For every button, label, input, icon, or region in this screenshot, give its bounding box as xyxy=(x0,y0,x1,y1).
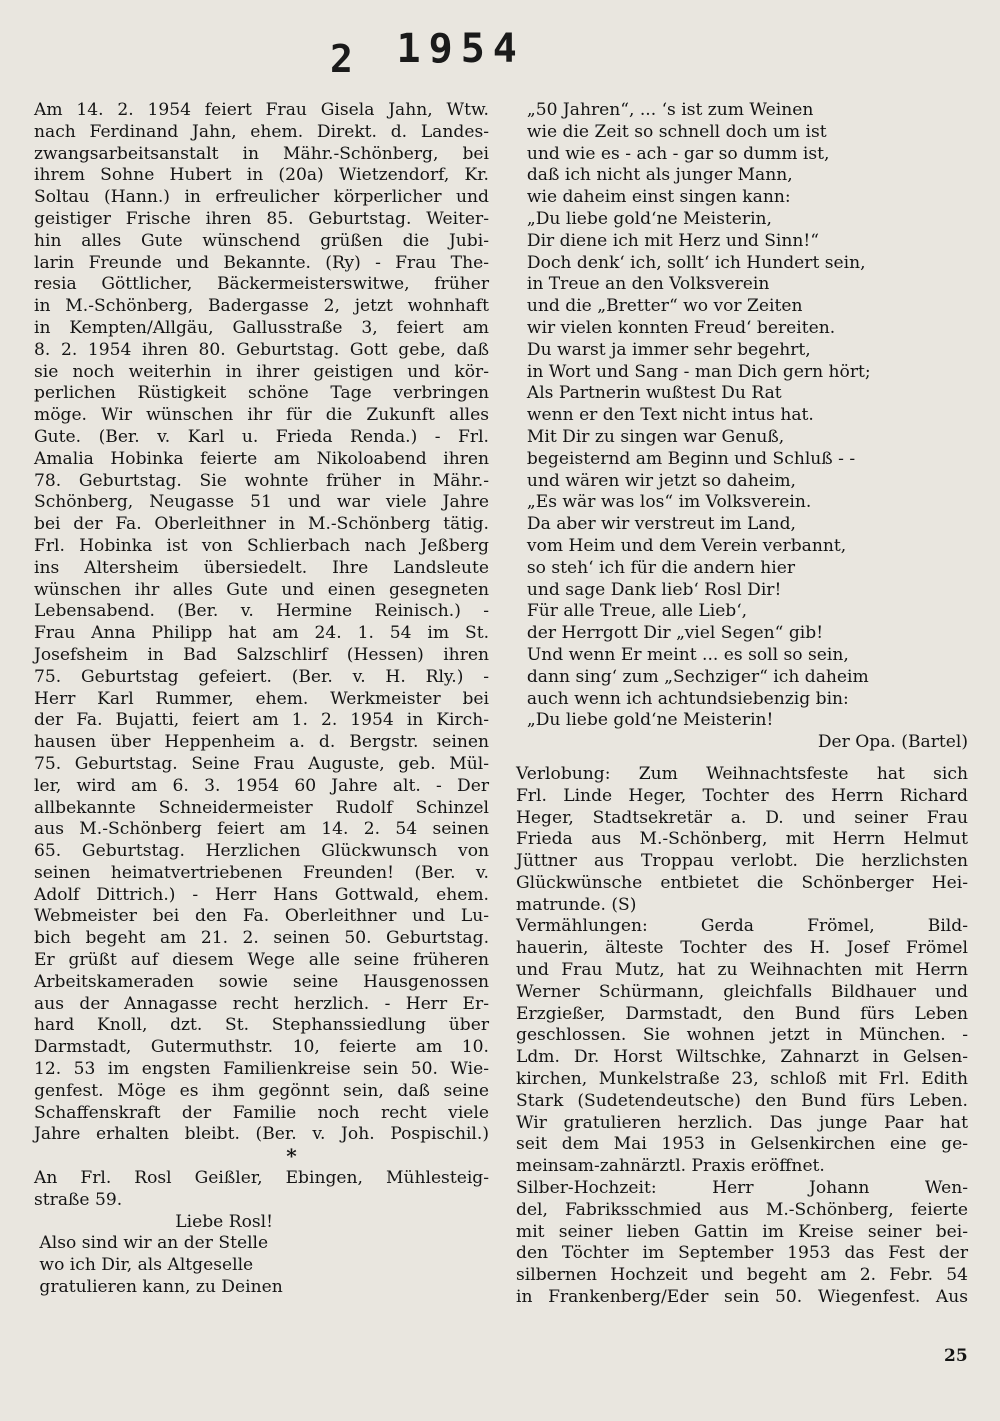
text-line: Heger, Stadtsekretär a. D. und seiner Frau xyxy=(516,807,968,828)
text-line: hard Knoll, dzt. St. Stephanssiedlung über xyxy=(34,1015,489,1036)
text-line: Wir gratulieren herzlich. Das junge Paar hat xyxy=(516,1112,968,1133)
text-line: Lebensabend. (Ber. v. Hermine Reinisch.) - xyxy=(34,601,489,622)
text-line: silbernen Hochzeit und begeht am 2. Febr. 54 xyxy=(516,1265,968,1286)
text-line: matrunde. (S) xyxy=(516,894,637,915)
text-line: „Es wär was los“ im Volksverein. xyxy=(516,492,812,513)
text-line: straße 59. xyxy=(34,1189,123,1210)
text-line: in Kempten/Allgäu, Gallusstraße 3, feiert am xyxy=(34,317,489,338)
text-line: Soltau (Hann.) in erfreulicher körperlicher und xyxy=(34,187,489,208)
text-line: „50 Jahren“, ... ‘s ist zum Weinen xyxy=(516,100,814,120)
text-line: Da aber wir verstreut im Land, xyxy=(516,514,796,535)
text-line: * xyxy=(286,1144,297,1169)
left-column xyxy=(34,100,489,1299)
text-line: und wie es - ach - gar so dumm ist, xyxy=(516,143,830,164)
text-line: Liebe Rosl! xyxy=(34,1211,273,1232)
text-line: 75. Geburtstag. Seine Frau Auguste, geb. Mül- xyxy=(34,753,489,774)
text-line: in Frankenberg/Eder sein 50. Wiegenfest. Aus xyxy=(516,1287,968,1308)
text-line: daß ich nicht als junger Mann, xyxy=(516,165,793,186)
text-line: vom Heim und dem Verein verbannt, xyxy=(516,535,847,556)
text-line: ler, wird am 6. 3. 1954 60 Jahre alt. - Der xyxy=(34,775,489,796)
text-line: An Frl. Rosl Geißler, Ebingen, Mühlesteig- xyxy=(34,1168,489,1189)
text-line: begeisternd am Beginn und Schluß - - xyxy=(516,448,856,469)
text-line: Frl. Linde Heger, Tochter des Herrn Richard xyxy=(516,785,968,806)
text-line: Vermählungen: Gerda Frömel, Bild- xyxy=(516,916,968,937)
text-line: Also sind wir an der Stelle xyxy=(34,1233,269,1254)
text-line: in Treue an den Volksverein xyxy=(516,274,770,295)
text-line: Erzgießer, Darmstadt, den Bund fürs Leben xyxy=(516,1003,968,1024)
text-line: wir vielen konnten Freud‘ bereiten. xyxy=(516,317,836,338)
text-line: 78. Geburtstag. Sie wohnte früher in Mähr.- xyxy=(34,470,489,491)
text-line: wünschen ihr alles Gute und einen gesegneten xyxy=(34,579,489,600)
issue-year: 1954 xyxy=(396,26,525,72)
text-line: bich begeht am 21. 2. seinen 50. Geburtstag. xyxy=(34,928,489,949)
text-line: Er grüßt auf diesem Wege alle seine früheren xyxy=(34,950,489,971)
text-line: genfest. Möge es ihm gegönnt sein, daß seine xyxy=(34,1080,489,1101)
text-line: den Töchter im September 1953 das Fest der xyxy=(516,1243,968,1264)
text-line: 12. 53 im engsten Familienkreise sein 50. Wie- xyxy=(34,1059,489,1080)
text-line: Stark (Sudetendeutsche) den Bund fürs Leben. xyxy=(516,1090,968,1111)
text-line: wie die Zeit so schnell doch um ist xyxy=(516,121,827,142)
text-line: so steh‘ ich für die andern hier xyxy=(516,557,796,578)
issue-number: 2 xyxy=(330,37,355,81)
text-line: wenn er den Text nicht intus hat. xyxy=(516,405,814,426)
text-line: Frl. Hobinka ist von Schlierbach nach Jeßberg xyxy=(34,535,489,556)
text-line: resia Göttlicher, Bäckermeisterswitwe, früher xyxy=(34,274,489,295)
text-line: del, Fabriksschmied aus M.-Schönberg, feierte xyxy=(516,1199,968,1220)
text-line: Mit Dir zu singen war Genuß, xyxy=(516,426,785,447)
text-line: Frieda aus M.-Schönberg, mit Herrn Helmut xyxy=(516,829,968,850)
text-line: 8. 2. 1954 ihren 80. Geburtstag. Gott gebe, daß xyxy=(34,339,489,360)
text-line: Gute. (Ber. v. Karl u. Frieda Renda.) - Frl. xyxy=(34,426,489,447)
text-line: aus M.-Schönberg feiert am 14. 2. 54 seinen xyxy=(34,819,489,840)
text-line: und die „Bretter“ wo vor Zeiten xyxy=(516,296,803,317)
text-line: Werner Schürmann, gleichfalls Bildhauer und xyxy=(516,981,968,1002)
text-line: mit seiner lieben Gattin im Kreise seiner bei- xyxy=(516,1221,968,1242)
page-number: 25 xyxy=(944,1346,968,1366)
text-line: in M.-Schönberg, Badergasse 2, jetzt wohnhaft xyxy=(34,296,489,317)
text-line: Arbeitskameraden sowie seine Hausgenossen xyxy=(34,971,489,992)
text-line: kirchen, Munkelstraße 23, schloß mit Frl. Edith xyxy=(516,1069,968,1090)
text-line: aus der Annagasse recht herzlich. - Herr Er- xyxy=(34,993,489,1014)
text-line xyxy=(516,754,968,764)
text-line: 65. Geburtstag. Herzlichen Glückwunsch von xyxy=(34,841,489,862)
text-line: hauerin, älteste Tochter des H. Josef Frömel xyxy=(516,938,968,959)
text-line: Doch denk‘ ich, sollt‘ ich Hundert sein, xyxy=(516,252,866,273)
text-line: dann sing‘ zum „Sechziger“ ich daheim xyxy=(516,666,869,687)
text-line: allbekannte Schneidermeister Rudolf Schinzel xyxy=(34,797,489,818)
text-line: perlichen Rüstigkeit schöne Tage verbringen xyxy=(34,383,489,404)
text-line: der Herrgott Dir „viel Segen“ gib! xyxy=(516,623,824,644)
text-line: seit dem Mai 1953 in Gelsenkirchen eine ge- xyxy=(516,1134,968,1155)
text-line: Du warst ja immer sehr begehrt, xyxy=(516,339,811,360)
text-line: geistiger Frische ihren 85. Geburtstag. Weiter- xyxy=(34,208,489,229)
text-line: Jahre erhalten bleibt. (Ber. v. Joh. Pospischil.) xyxy=(34,1124,489,1145)
text-line: ihrem Sohne Hubert in (20a) Wietzendorf, Kr. xyxy=(34,165,489,186)
text-line: geschlossen. Sie wohnen jetzt in München. - xyxy=(516,1025,968,1046)
text-line: bei der Fa. Oberleithner in M.-Schönberg tätig. xyxy=(34,514,489,535)
text-line: 75. Geburtstag gefeiert. (Ber. v. H. Rly.) - xyxy=(34,666,489,687)
text-line: und sage Dank lieb‘ Rosl Dir! xyxy=(516,579,782,600)
text-line: „Du liebe gold‘ne Meisterin! xyxy=(516,710,774,731)
text-line: möge. Wir wünschen ihr für die Zukunft alles xyxy=(34,405,489,426)
text-line: Webmeister bei den Fa. Oberleithner und Lu- xyxy=(34,906,489,927)
text-line: nach Ferdinand Jahn, ehem. Direkt. d. Landes- xyxy=(34,121,489,142)
text-line: Josefsheim in Bad Salzschlirf (Hessen) ihren xyxy=(34,644,489,665)
text-line: in Wort und Sang - man Dich gern hört; xyxy=(516,361,871,382)
text-line: hausen über Heppenheim a. d. Bergstr. seinen xyxy=(34,732,489,753)
text-line: Verlobung: Zum Weihnachtsfeste hat sich xyxy=(516,763,968,784)
text-line: Herr Karl Rummer, ehem. Werkmeister bei xyxy=(34,688,489,709)
text-line: und wären wir jetzt so daheim, xyxy=(516,470,796,491)
text-line: Darmstadt, Gutermuthstr. 10, feierte am 10. xyxy=(34,1037,489,1058)
text-line: der Fa. Bujatti, feiert am 1. 2. 1954 in Kirch- xyxy=(34,710,489,731)
text-line: Silber-Hochzeit: Herr Johann Wen- xyxy=(516,1178,968,1199)
text-line: und Frau Mutz, hat zu Weihnachten mit Herrn xyxy=(516,960,968,981)
text-line: wie daheim einst singen kann: xyxy=(516,187,791,208)
text-line: Ldm. Dr. Horst Wiltschke, Zahnarzt in Gelsen- xyxy=(516,1047,968,1068)
text-line: Adolf Dittrich.) - Herr Hans Gottwald, ehem. xyxy=(34,884,489,905)
text-line: Schaffenskraft der Familie noch recht viele xyxy=(34,1102,489,1123)
text-line: gratulieren kann, zu Deinen xyxy=(34,1277,283,1298)
text-line: Als Partnerin wußtest Du Rat xyxy=(516,383,782,404)
text-line: zwangsarbeitsanstalt in Mähr.-Schönberg, bei xyxy=(34,143,489,164)
text-line: Jüttner aus Troppau verlobt. Die herzlichsten xyxy=(516,851,968,872)
text-line: sie noch weiterhin in ihrer geistigen und kör- xyxy=(34,361,489,382)
text-line: larin Freunde und Bekannte. (Ry) - Frau The- xyxy=(34,252,489,273)
issue-header xyxy=(330,26,525,81)
text-line: ins Altersheim übersiedelt. Ihre Landsleute xyxy=(34,557,489,578)
text-line: Glückwünsche entbietet die Schönberger Hei- xyxy=(516,872,968,893)
text-line: Schönberg, Neugasse 51 und war viele Jahre xyxy=(34,492,489,513)
text-line: Amalia Hobinka feierte am Nikoloabend ihren xyxy=(34,448,489,469)
text-line: Dir diene ich mit Herz und Sinn!“ xyxy=(516,230,820,251)
text-line: auch wenn ich achtundsiebenzig bin: xyxy=(516,688,849,709)
text-line: Und wenn Er meint ... es soll so sein, xyxy=(516,644,849,665)
text-line: meinsam-zahnärztl. Praxis eröffnet. xyxy=(516,1156,825,1177)
text-line: Für alle Treue, alle Lieb‘, xyxy=(516,601,748,622)
right-column xyxy=(516,100,968,1309)
text-line: „Du liebe gold‘ne Meisterin, xyxy=(516,208,772,229)
text-line: Der Opa. (Bartel) xyxy=(817,732,968,753)
text-line: seinen heimatvertriebenen Freunden! (Ber. v. xyxy=(34,862,489,883)
text-line: hin alles Gute wünschend grüßen die Jubi- xyxy=(34,230,489,251)
text-line: Am 14. 2. 1954 feiert Frau Gisela Jahn, Wtw. xyxy=(34,100,489,120)
text-line: wo ich Dir, als Altgeselle xyxy=(34,1255,254,1276)
text-line: Frau Anna Philipp hat am 24. 1. 54 im St. xyxy=(34,623,489,644)
